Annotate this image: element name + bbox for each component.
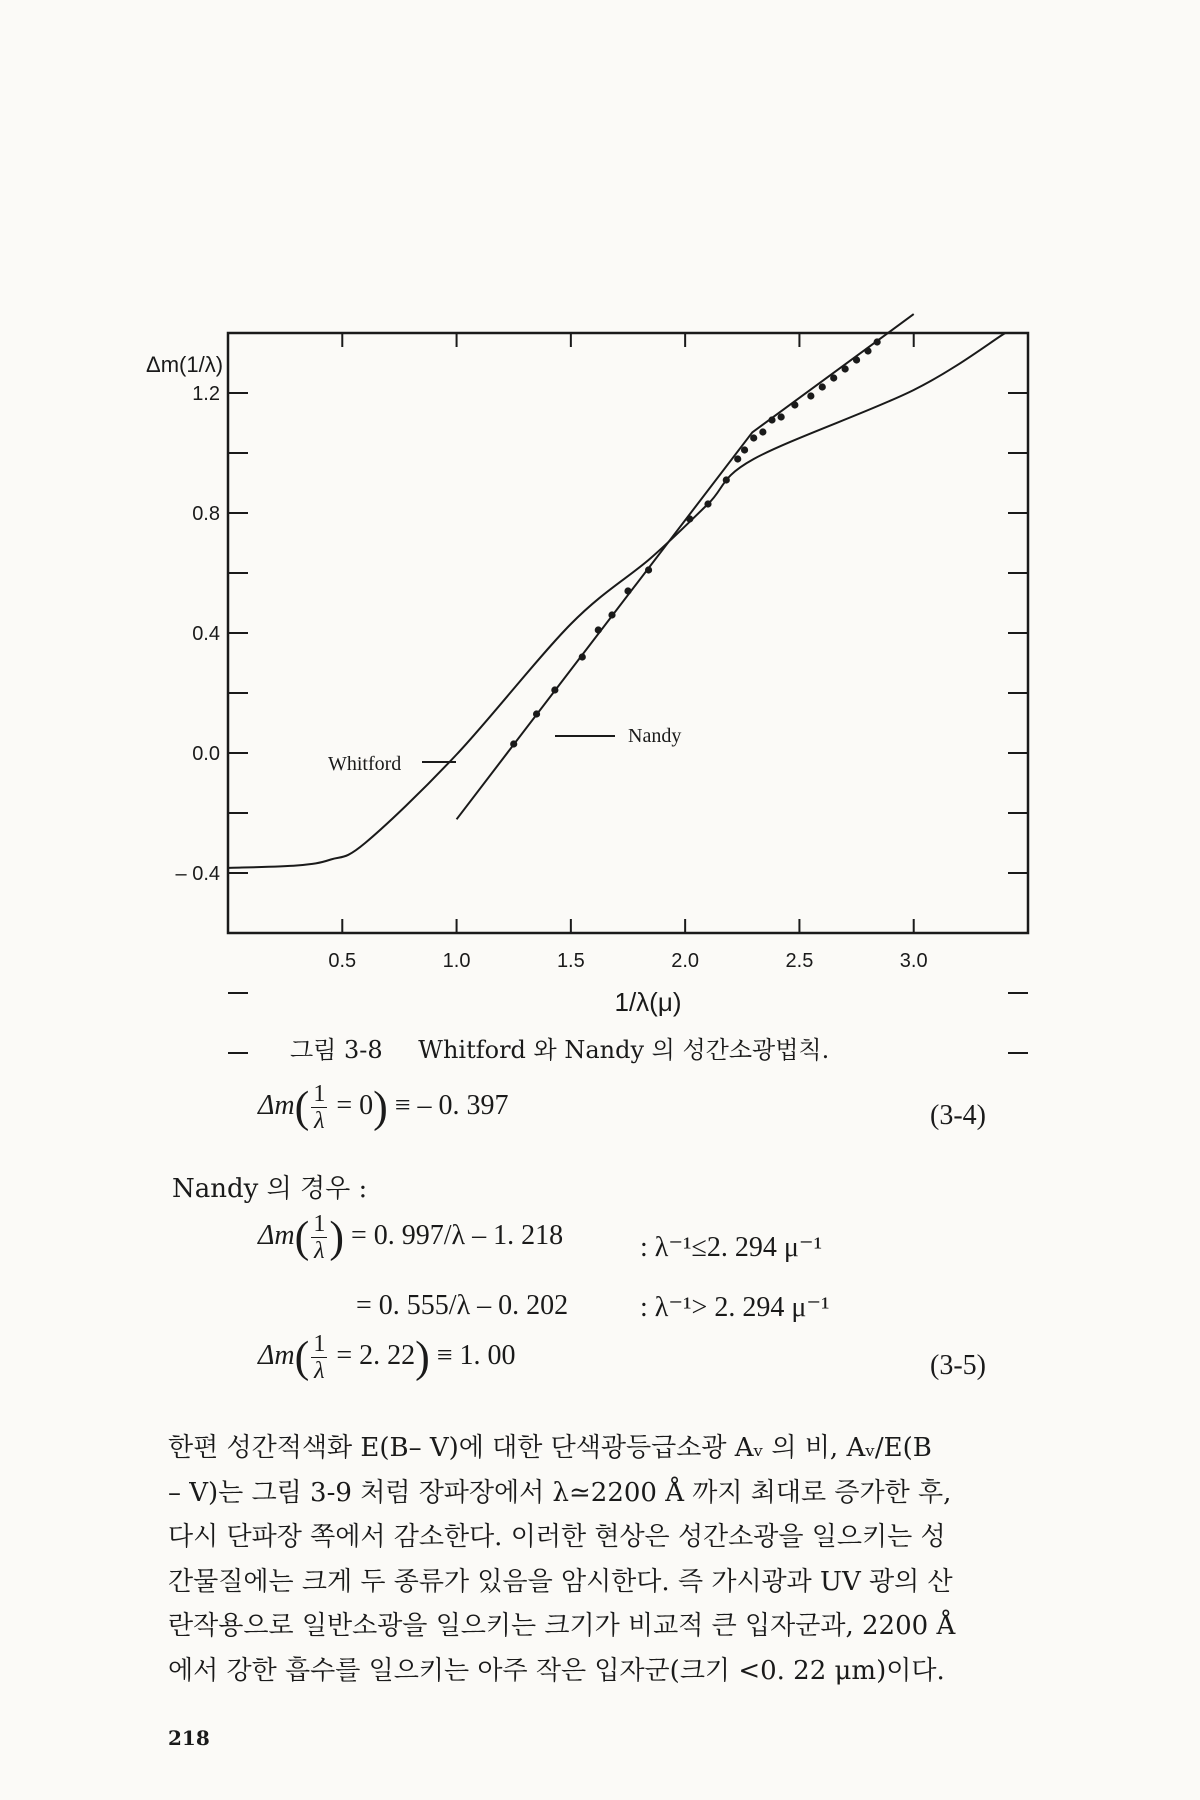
body-paragraph	[168, 1426, 1048, 1693]
x-tick-label: 2.5	[785, 950, 814, 972]
paragraph-line: – V)는 그림 3-9 처럼 장파장에서 λ≃2200 Å 까지 최대로 증가한 후,	[168, 1477, 952, 1508]
eq35-line3-prefix: Δm	[258, 1339, 295, 1371]
equation-3-5-line3: Δm( $\frac{1}{\lambda}$ = 2. 22) ≡ 1. 00	[258, 1331, 516, 1384]
eq34-num: 1	[313, 1081, 326, 1107]
nandy-data-point	[842, 365, 849, 372]
nandy-data-point	[864, 347, 871, 354]
whitford-label: Whitford	[328, 753, 402, 775]
equation-3-5-cond2: : λ⁻¹> 2. 294 μ⁻¹	[640, 1292, 830, 1323]
x-tick-label: 2.0	[671, 950, 700, 972]
nandy-data-point	[704, 500, 711, 507]
y-tick-label: 1.2	[192, 383, 220, 405]
eq34-rest: = 0	[336, 1089, 374, 1121]
y-tick-label: 0.8	[192, 503, 220, 525]
page-number: 218	[168, 1726, 210, 1750]
paragraph-line: 다시 단파장 쪽에서 감소한다. 이러한 현상은 성간소광을 일으키는 성	[168, 1522, 946, 1552]
nandy-data-point	[874, 338, 881, 345]
eq34-tail: ≡ – 0. 397	[394, 1089, 509, 1121]
caption-text: Whitford 와 Nandy 의 성간소광법칙.	[418, 1036, 830, 1064]
eq35-den: λ	[314, 1238, 325, 1264]
nandy-label: Nandy	[628, 725, 682, 747]
nandy-data-point	[807, 392, 814, 399]
eq35-line3-rest: = 2. 22	[336, 1339, 416, 1371]
eq35-line3-num: 1	[313, 1331, 326, 1357]
eq35-line3-tail: ≡ 1. 00	[436, 1339, 516, 1371]
nandy-data-point	[551, 686, 558, 693]
equation-3-5-number: (3-5)	[930, 1350, 986, 1381]
nandy-fit-line	[457, 314, 914, 819]
eq34-prefix: Δm	[258, 1089, 295, 1121]
nandy-data-point	[750, 434, 757, 441]
nandy-data-point	[759, 428, 766, 435]
paragraph-line: 란작용으로 일반소광을 일으키는 크기가 비교적 큰 입자군과, 2200 Å	[168, 1611, 956, 1641]
figure-caption	[290, 1030, 829, 1065]
equation-3-4-number: (3-4)	[930, 1100, 986, 1131]
eq35-line1-rhs: = 0. 997/λ – 1. 218	[350, 1219, 564, 1251]
caption-label: 그림 3-8	[290, 1036, 383, 1064]
x-tick-label: 0.5	[328, 950, 357, 972]
nandy-data-point	[645, 566, 652, 573]
y-tick-label: 0.4	[192, 623, 220, 645]
x-tick-label: 1.0	[442, 950, 471, 972]
x-axis-label: 1/λ(μ)	[614, 987, 682, 1017]
nandy-case-label: Nandy 의 경우 :	[172, 1174, 368, 1204]
nandy-data-point	[579, 653, 586, 660]
y-axis-label: Δm(1/λ)	[146, 352, 224, 377]
equation-3-5-line2: = 0. 555/λ – 0. 202	[356, 1290, 569, 1321]
nandy-data-point	[608, 611, 615, 618]
plot-frame	[228, 333, 1028, 933]
eq35-num: 1	[313, 1211, 326, 1237]
nandy-data-point	[778, 413, 785, 420]
x-tick-label: 1.5	[556, 950, 585, 972]
equation-3-5-line1: Δm( $\frac{1}{\lambda}$ ) = 0. 997/λ – 1. 218	[258, 1211, 564, 1264]
eq35-prefix: Δm	[258, 1219, 295, 1251]
equation-3-4: Δm( $\frac{1}{\lambda}$ = 0) ≡ – 0. 397	[258, 1081, 509, 1134]
nandy-data-point	[510, 740, 517, 747]
paragraph-line: 간물질에는 크게 두 종류가 있음을 암시한다. 즉 가시광과 UV 광의 산	[168, 1566, 953, 1597]
nandy-data-point	[853, 356, 860, 363]
x-tick-label: 3.0	[899, 950, 928, 972]
nandy-data-point	[595, 626, 602, 633]
nandy-data-point	[741, 446, 748, 453]
nandy-data-point	[624, 587, 631, 594]
paragraph-line: 에서 강한 흡수를 일으키는 아주 작은 입자군(크기 <0. 22 μm)이다.	[168, 1655, 945, 1686]
y-tick-label: – 0.4	[175, 863, 220, 885]
nandy-data-point	[533, 710, 540, 717]
whitford-curve	[228, 333, 1005, 868]
eq35-line3-den: λ	[314, 1358, 325, 1384]
y-tick-label: 0.0	[192, 743, 220, 765]
nandy-data-point	[768, 416, 775, 423]
nandy-data-point	[723, 476, 730, 483]
eq34-den: λ	[314, 1108, 325, 1134]
nandy-data-point	[791, 401, 798, 408]
nandy-data-point	[819, 383, 826, 390]
equation-3-5-cond1: : λ⁻¹≤2. 294 μ⁻¹	[640, 1232, 823, 1263]
paragraph-line: 한편 성간적색화 E(B– V)에 대한 단색광등급소광 Aᵥ 의 비, Aᵥ/E(B	[168, 1433, 932, 1463]
nandy-data-point	[734, 455, 741, 462]
nandy-data-point	[686, 515, 693, 522]
nandy-data-point	[830, 374, 837, 381]
